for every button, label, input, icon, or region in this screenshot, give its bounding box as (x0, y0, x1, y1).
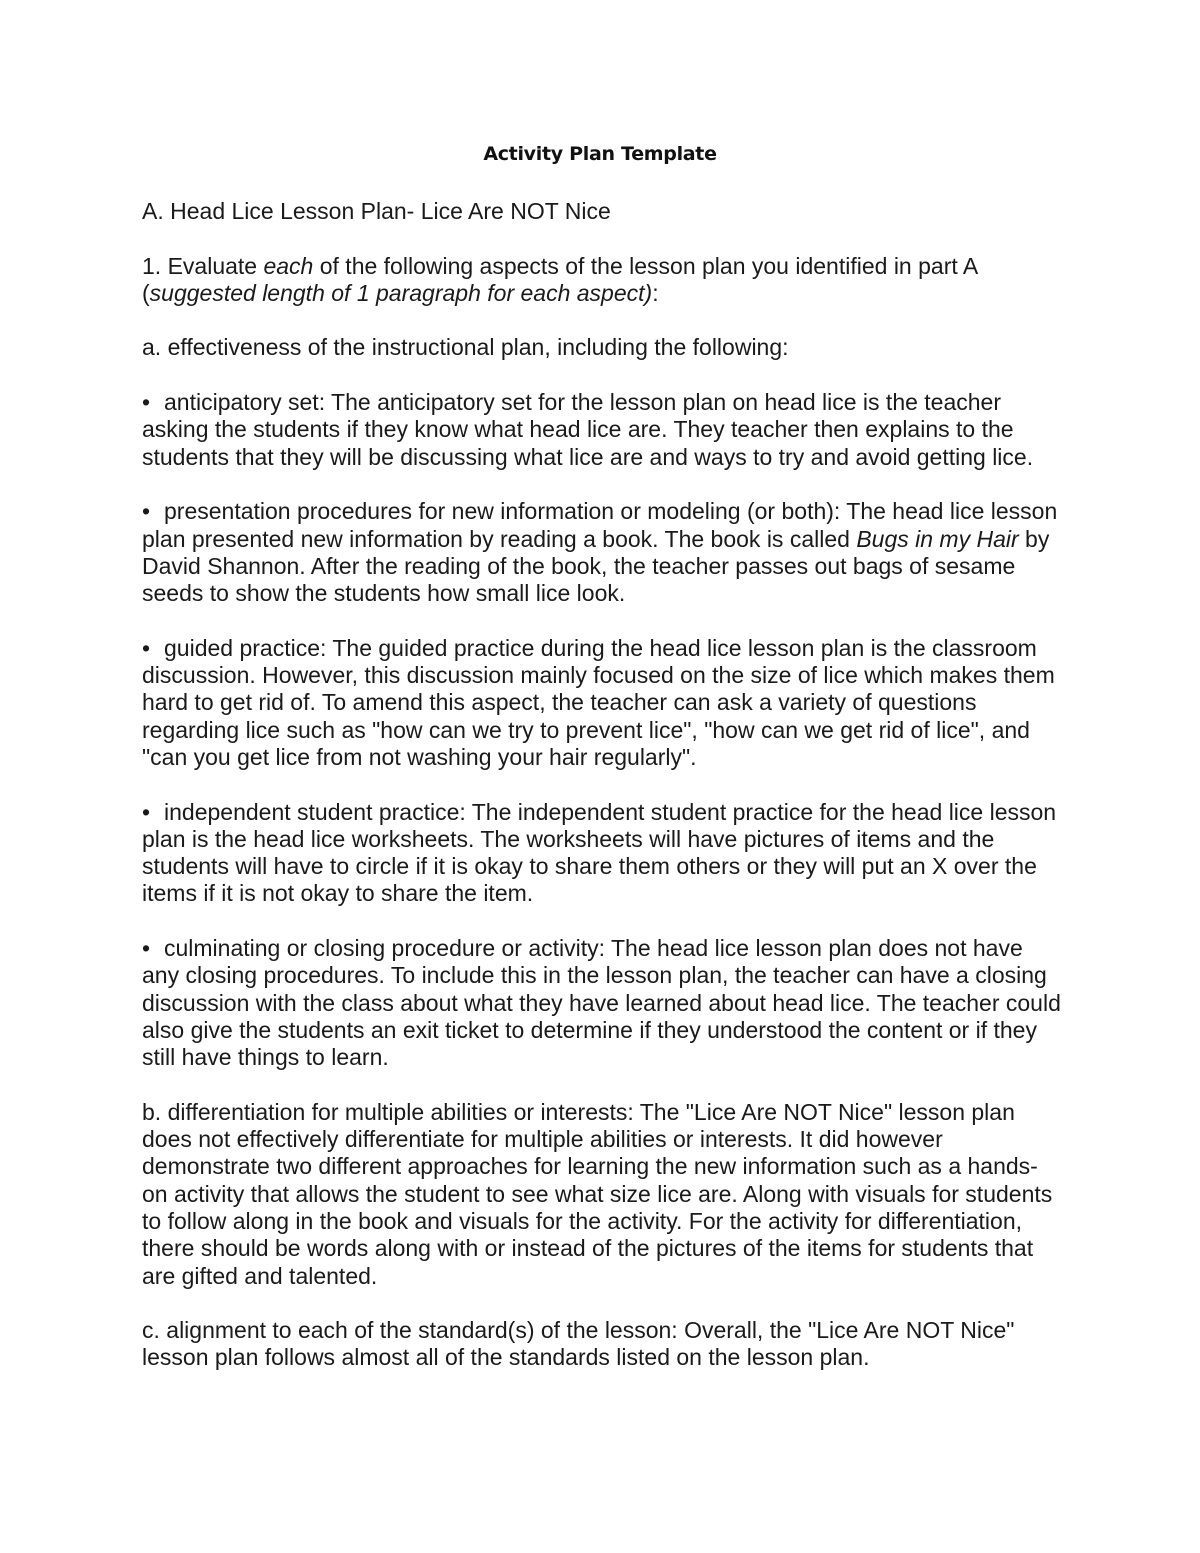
question-1-text-start: 1. Evaluate (142, 252, 264, 279)
item-c: c. alignment to each of the standard(s) of the lesson: Overall, the "Lice Are NOT Nice" lesson plan follows almost all of the standards listed on the lesson plan. (142, 1317, 1015, 1371)
item-a: a. effectiveness of the instructional plan, including the following: (142, 334, 789, 361)
bullet-text: guided practice: The guided practice during the head lice lesson plan is the classroom discussion. However, this discussion mainly focused on the size of lice which makes them hard to get rid of. To amend this aspect, the teacher can ask a variety of questions regarding lice such as "how can we try to prevent lice", "how can we get rid of lice", and "can you get lice from not washing your hair regularly". (142, 634, 1055, 770)
question-1-emphasis-each: each (263, 252, 314, 279)
bullet-glyph: • (142, 634, 151, 661)
bullet-text: culminating or closing procedure or activity: The head lice lesson plan does not have any closing procedures. To include this in the lesson plan, the teacher can have a closing discussion with the class about what they have learned about head lice. The teacher could also give the students an exit ticket to determine if they understood the content or if they still have things to learn. (142, 935, 1061, 1071)
book-title: Bugs in my Hair (856, 525, 1019, 552)
question-1-emphasis-length: suggested length of 1 paragraph for each aspect) (149, 279, 653, 306)
bullet-closing-procedure (142, 935, 1062, 1071)
bullet-anticipatory-set (142, 389, 1062, 471)
document-title: Activity Plan Template (483, 143, 717, 165)
bullet-text-end: by David Shannon. After the reading of the book, the teacher passes out bags of sesame seeds to show the students how small lice look. (142, 525, 1050, 607)
bullet-glyph: • (142, 389, 151, 416)
bullet-text-start: presentation procedures for new information or modeling (or both): The head lice lesson plan presented new information by reading a book. The book is called (142, 498, 1058, 552)
document-body (142, 198, 1062, 1399)
bullet-glyph: • (142, 935, 151, 962)
bullet-text: independent student practice: The independent student practice for the head lice lesson plan is the head lice worksheets. The worksheets will have pictures of items and the students will have to circle if it is okay to share them others or they will put an X over the items if it is not okay to share the item. (142, 798, 1057, 907)
item-b: b. differentiation for multiple abilities or interests: The "Lice Are NOT Nice" lesson plan does not effectively differentiate for multiple abilities or interests. It did however demonstrate two different approaches for learning the new information such as a hands-on activity that allows the student to see what size lice are. Along with visuals for students to follow along in the book and visuals for the activity. For the activity for differentiation, there should be words along with or instead of the pictures of the items for students that are gifted and talented. (142, 1098, 1053, 1289)
bullet-text: anticipatory set: The anticipatory set for the lesson plan on head lice is the teacher asking the students if they know what head lice are. They teacher then explains to the students that they will be discussing what lice are and ways to try and avoid getting lice. (142, 389, 1034, 470)
bullet-glyph: • (142, 498, 151, 525)
bullet-glyph: • (142, 798, 151, 825)
question-1 (142, 253, 1062, 308)
bullet-guided-practice (142, 635, 1062, 771)
bullet-presentation-procedures (142, 498, 1062, 607)
section-a-heading: A. Head Lice Lesson Plan- Lice Are NOT Nice (142, 198, 611, 224)
question-1-text-middle: of the following aspects of the lesson plan you identified in part A ( (142, 252, 977, 306)
question-1-text-end: : (652, 279, 659, 306)
bullet-independent-practice (142, 799, 1062, 908)
